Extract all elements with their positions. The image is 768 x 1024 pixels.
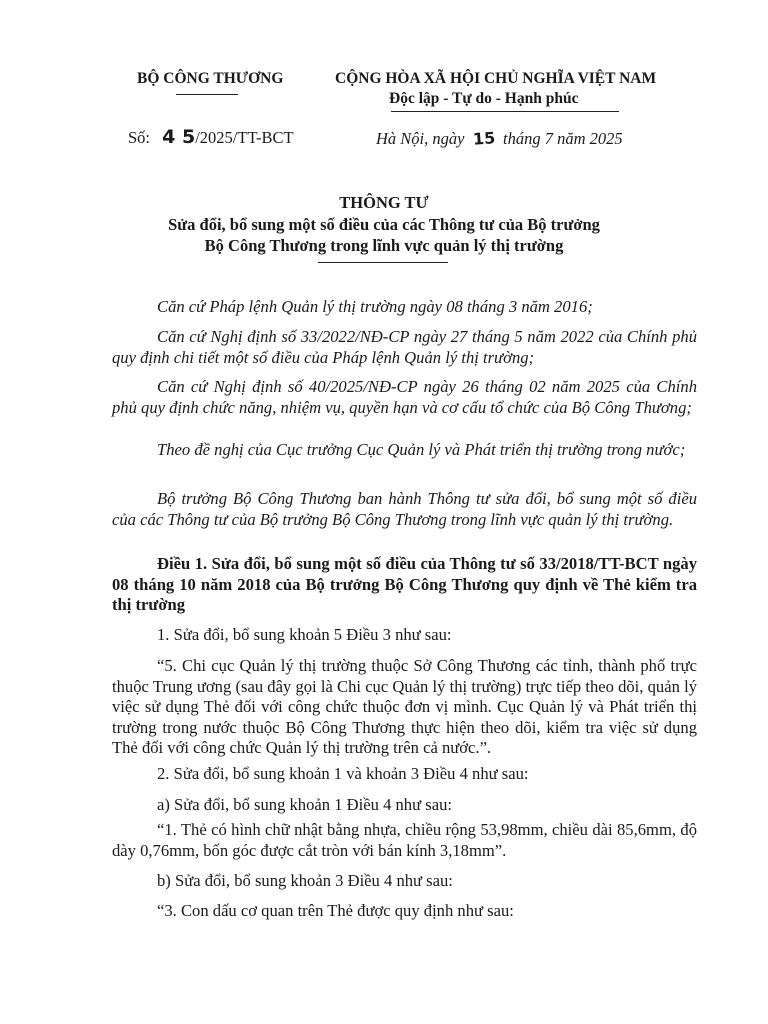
ministry-name: BỘ CÔNG THƯƠNG: [137, 70, 284, 87]
document-subtitle-line2: Bộ Công Thương trong lĩnh vực quản lý thị trường: [204, 236, 564, 255]
document-date: [376, 129, 623, 149]
date-suffix: tháng 7 năm 2025: [502, 129, 623, 148]
number-label: Số:: [128, 128, 151, 147]
article-1-item-2: 2. Sửa đổi, bổ sung khoản 1 và khoản 3 Điều 4 như sau:: [157, 764, 529, 783]
article-1-item-2b-quote: “3. Con dấu cơ quan trên Thẻ được quy định như sau:: [157, 901, 514, 920]
handwritten-day: 15: [471, 128, 496, 149]
article-1-heading: Điều 1. Sửa đổi, bổ sung một số điều của Thông tư số 33/2018/TT-BCT ngày 08 tháng 10 năm 2018 của Bộ trưởng Bộ Công Thương quy định về Thẻ kiểm tra thị trường: [112, 554, 697, 614]
article-1-item-2b: b) Sửa đổi, bổ sung khoản 3 Điều 4 như sau:: [157, 871, 453, 890]
number-suffix: /2025/TT-BCT: [195, 128, 294, 147]
national-motto: Độc lập - Tự do - Hạnh phúc: [389, 90, 579, 107]
article-1-item-2a-quote: “1. Thẻ có hình chữ nhật bằng nhựa, chiều rộng 53,98mm, chiều dài 85,6mm, độ dày 0,76mm, bốn góc được cắt tròn với bán kính 3,18mm”.: [112, 820, 697, 860]
document-subtitle-line1: Sửa đổi, bổ sung một số điều của các Thông tư của Bộ trưởng: [168, 215, 600, 234]
ministry-underline: [176, 94, 238, 95]
article-1-item-1: 1. Sửa đổi, bổ sung khoản 5 Điều 3 như sau:: [157, 625, 452, 644]
preamble-4: Theo đề nghị của Cục trưởng Cục Quản lý và Phát triển thị trường trong nước;: [157, 440, 686, 459]
motto-underline: [391, 111, 619, 112]
article-1-item-2a: a) Sửa đổi, bổ sung khoản 1 Điều 4 như sau:: [157, 795, 452, 814]
preamble-1: Căn cứ Pháp lệnh Quản lý thị trường ngày 08 tháng 3 năm 2016;: [157, 297, 593, 316]
article-1-item-1-quote: “5. Chi cục Quản lý thị trường thuộc Sở Công Thương các tỉnh, thành phố trực thuộc Trung ương (sau đây gọi là Chi cục Quản lý thị trường) trực tiếp theo dõi, quản lý việc sử dụng Thẻ đối với công chức thuộc đơn vị mình. Cục Quản lý và Phát triển thị trường trong nước thuộc Bộ Công Thương thực hiện theo dõi, kiểm tra việc sử dụng Thẻ đối với công chức Quản lý thị trường trên cả nước.”.: [112, 656, 697, 757]
title-underline: [318, 262, 448, 263]
document-type-title: THÔNG TƯ: [339, 193, 429, 212]
republic-name: CỘNG HÒA XÃ HỘI CHỦ NGHĨA VIỆT NAM: [335, 70, 657, 87]
preamble-2: Căn cứ Nghị định số 33/2022/NĐ-CP ngày 27 tháng 5 năm 2022 của Chính phủ quy định chi tiết một số điều của Pháp lệnh Quản lý thị trường;: [112, 327, 697, 367]
date-prefix: Hà Nội, ngày: [376, 129, 465, 148]
preamble-3: Căn cứ Nghị định số 40/2025/NĐ-CP ngày 26 tháng 02 năm 2025 của Chính phủ quy định chức năng, nhiệm vụ, quyền hạn và cơ cấu tổ chức của Bộ Công Thương;: [112, 377, 697, 417]
preamble-5: Bộ trưởng Bộ Công Thương ban hành Thông tư sửa đổi, bổ sung một số điều của các Thông tư của Bộ trưởng Bộ Công Thương trong lĩnh vực quản lý thị trường.: [112, 489, 697, 529]
handwritten-number: 4 5: [162, 126, 196, 148]
document-number: [128, 126, 294, 148]
